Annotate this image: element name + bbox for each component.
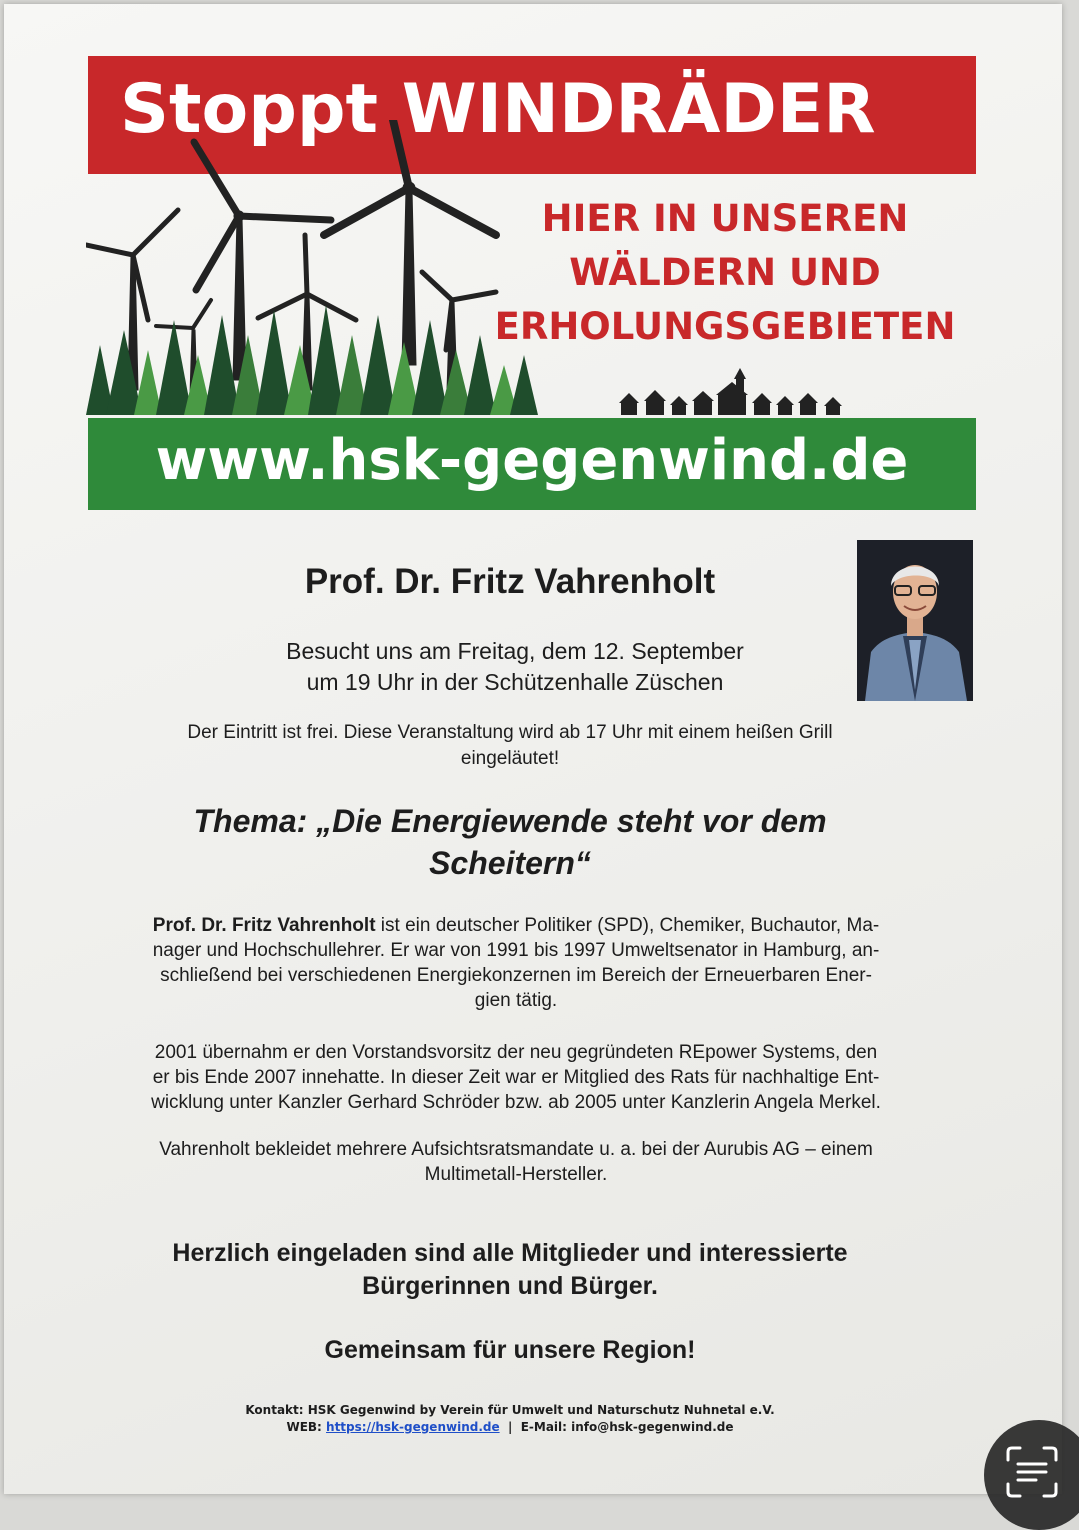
email-text: E-Mail: info@hsk-gegenwind.de [520,1420,734,1434]
bio-paragraph-1 [86,913,946,1013]
bio-line: schließend bei verschiedenen Energiekonzernen im Bereich der Erneuerbaren Ener- [160,965,872,986]
slogan: Gemeinsam für unsere Region! [324,1336,696,1364]
bio-line: Vahrenholt bekleidet mehrere Aufsichtsratsmandate u. a. bei der Aurubis AG – einem [159,1139,873,1160]
bio-line: nager und Hochschullehrer. Er war von 1991 bis 1997 Umweltsenator in Hamburg, an- [152,940,880,961]
event-theme [110,800,910,884]
event-date-location [170,636,860,698]
bio-name-bold: Prof. Dr. Fritz Vahrenholt [152,915,376,936]
visit-line: Besucht uns am Freitag, dem 12. September [286,638,744,664]
entry-line: eingeläutet! [460,748,560,769]
village-silhouette [619,368,842,415]
web-label: WEB: [286,1420,327,1434]
url-banner-text: www.hsk-gegenwind.de [155,428,909,493]
contact-line: Kontakt: HSK Gegenwind by Verein für Umwelt und Naturschutz Nuhnetal e.V. [245,1403,775,1417]
invite-line: Bürgerinnen und Bürger. [362,1272,658,1300]
speaker-name: Prof. Dr. Fritz Vahrenholt [304,562,716,601]
footer-separator: | [499,1420,521,1434]
bio-line: gien tätig. [474,990,558,1011]
bio-line: Multimetall-Hersteller. [424,1164,608,1185]
subtitle-line: HIER IN UNSEREN [541,197,909,240]
invite-line: Herzlich eingeladen sind alle Mitglieder und interessierte [172,1239,848,1267]
text-scan-button[interactable] [984,1420,1079,1530]
speaker-photo [857,540,973,701]
poster-title: Stoppt WINDRÄDER [120,70,876,149]
theme-line: Thema: „Die Energiewende steht vor dem [193,803,827,839]
bio-line: wicklung unter Kanzler Gerhard Schröder bzw. ab 2005 unter Kanzlerin Angela Merkel. [151,1092,881,1113]
footer-contact [200,1402,820,1436]
bio-paragraph-3 [86,1137,946,1187]
visit-line: um 19 Uhr in der Schützenhalle Züschen [306,669,724,695]
bio-paragraph-2 [86,1040,946,1115]
subtitle-line: ERHOLUNGSGEBIETEN [494,305,956,348]
entry-line: Der Eintritt ist frei. Diese Veranstaltung wird ab 17 Uhr mit einem heißen Grill [187,722,833,743]
subtitle-line: WÄLDERN UND [569,251,881,294]
entry-info [110,720,910,772]
invitation [90,1237,930,1303]
bio-line: ist ein deutscher Politiker (SPD), Chemiker, Buchautor, Ma- [375,915,880,936]
poster-subtitle [470,192,980,354]
bio-line: 2001 übernahm er den Vorstandsvorsitz der neu gegründeten REpower Systems, den [154,1042,878,1063]
text-scan-icon [1002,1442,1062,1502]
bio-line: er bis Ende 2007 innehatte. In dieser Zeit war er Mitglied des Rats für nachhaltige Ent- [152,1067,880,1088]
website-link[interactable]: https://hsk-gegenwind.de [326,1420,500,1434]
theme-line: Scheitern“ [429,845,591,881]
